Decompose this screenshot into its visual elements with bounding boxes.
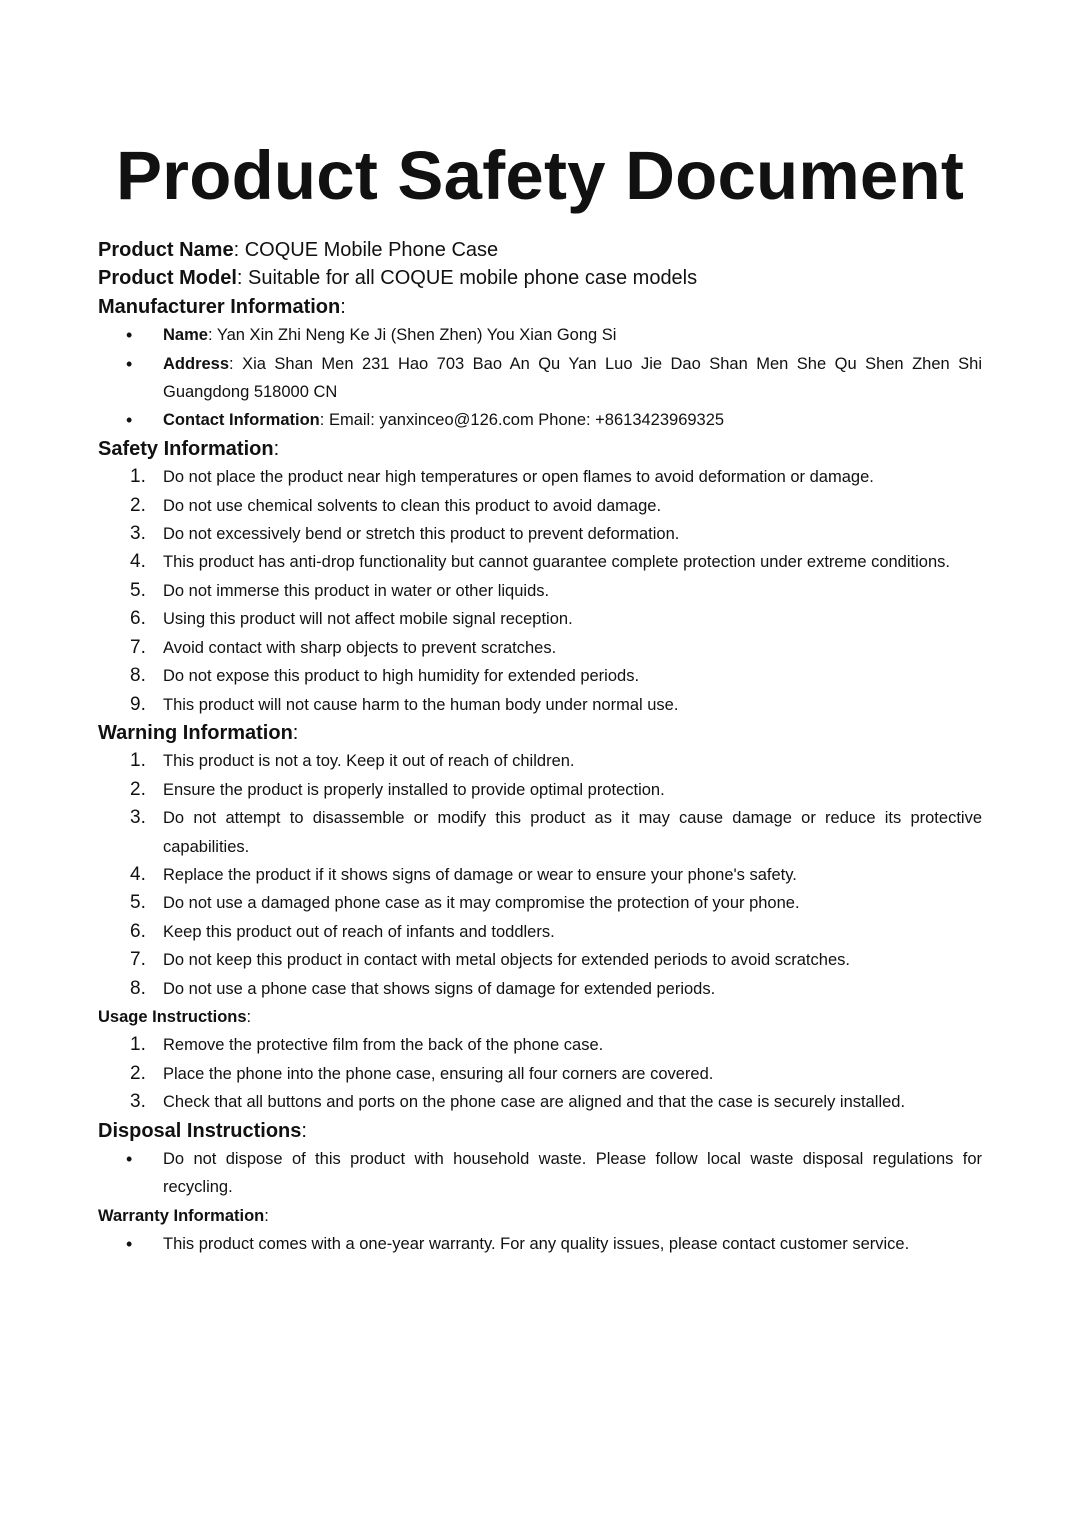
usage-heading-text: Usage Instructions <box>98 1007 247 1026</box>
manufacturer-heading <box>98 293 982 321</box>
bullet-icon: • <box>126 1149 133 1169</box>
safety-item-text: This product has anti-drop functionality but cannot guarantee complete protection under extreme conditions. <box>163 553 950 572</box>
warning-heading <box>98 719 982 747</box>
usage-item-text: Remove the protective film from the back of the phone case. <box>163 1036 604 1055</box>
list-number: 7. <box>130 949 146 971</box>
colon: : <box>207 326 213 345</box>
warning-item-text: This product is not a toy. Keep it out of reach of children. <box>163 752 575 771</box>
product-name-line <box>98 236 982 264</box>
list-item <box>98 577 982 605</box>
list-item <box>98 691 982 719</box>
list-number: 5. <box>130 892 146 914</box>
bullet-icon: • <box>126 410 133 431</box>
product-model-line <box>98 264 982 292</box>
safety-heading-text: Safety Information <box>98 437 274 460</box>
bullet-icon: • <box>126 1234 133 1255</box>
list-number: 4. <box>130 551 146 573</box>
usage-item-text: Place the phone into the phone case, ensuring all four corners are covered. <box>163 1064 714 1083</box>
list-item <box>98 918 982 946</box>
list-item <box>98 548 982 576</box>
safety-item-text: Avoid contact with sharp objects to prevent scratches. <box>163 638 557 657</box>
warning-item-text: Do not use a phone case that shows signs of damage for extended periods. <box>163 979 716 998</box>
manufacturer-contact-label: Contact Information <box>163 411 320 430</box>
warning-list <box>98 747 982 1003</box>
list-number: 2. <box>130 1062 146 1084</box>
colon: : <box>301 1119 307 1142</box>
document-content <box>98 236 982 1259</box>
safety-heading <box>98 435 982 463</box>
manufacturer-contact-value: Email: yanxinceo@126.com Phone: +8613423969325 <box>328 411 725 430</box>
list-number: 2. <box>130 494 146 516</box>
safety-item-text: Using this product will not affect mobile signal reception. <box>163 610 573 629</box>
list-item <box>98 861 982 889</box>
list-item <box>98 634 982 662</box>
list-number: 5. <box>130 579 146 601</box>
list-number: 1. <box>130 750 146 772</box>
safety-item-text: Do not use chemical solvents to clean this product to avoid damage. <box>163 496 662 515</box>
list-item <box>98 975 982 1003</box>
warranty-heading-text: Warranty Information <box>98 1206 265 1225</box>
warning-item-text: Do not attempt to disassemble or modify this product as it may cause damage or reduce its protective capabilities. <box>163 809 982 856</box>
colon: : <box>236 267 243 290</box>
manufacturer-list <box>98 321 982 435</box>
list-number: 3. <box>130 807 146 829</box>
safety-list <box>98 463 982 719</box>
manufacturer-name-label: Name <box>163 326 208 345</box>
list-number: 6. <box>130 920 146 942</box>
bullet-icon: • <box>126 353 133 374</box>
manufacturer-address-label: Address <box>163 354 230 373</box>
colon: : <box>292 721 299 744</box>
list-item <box>98 350 982 407</box>
colon: : <box>264 1206 269 1225</box>
list-number: 1. <box>130 466 146 488</box>
colon: : <box>273 437 280 460</box>
list-item <box>98 776 982 804</box>
list-item <box>98 1060 982 1088</box>
warning-heading-text: Warning Information <box>98 721 293 744</box>
bullet-icon: • <box>126 325 133 346</box>
list-item <box>98 662 982 690</box>
list-number: 9. <box>130 693 146 715</box>
colon: : <box>246 1007 252 1026</box>
list-item <box>98 1031 982 1059</box>
warning-item-text: Keep this product out of reach of infants and toddlers. <box>163 922 555 941</box>
list-item <box>98 889 982 917</box>
list-number: 8. <box>130 665 146 687</box>
warning-item-text: Replace the product if it shows signs of damage or wear to ensure your phone's safety. <box>163 865 797 884</box>
list-number: 4. <box>130 863 146 885</box>
product-name-label: Product Name <box>98 239 234 261</box>
disposal-heading-text: Disposal Instructions <box>98 1119 302 1142</box>
warning-item-text: Ensure the product is properly installed to provide optimal protection. <box>163 780 665 799</box>
list-item <box>98 321 982 349</box>
safety-item-text: This product will not cause harm to the human body under normal use. <box>163 695 679 714</box>
product-model-label: Product Model <box>98 267 237 290</box>
warranty-list <box>98 1230 982 1258</box>
disposal-item-text: Do not dispose of this product with household waste. Please follow local waste disposal regulations for recycling. <box>163 1150 982 1197</box>
colon: : <box>233 239 240 261</box>
safety-item-text: Do not excessively bend or stretch this product to prevent deformation. <box>163 525 680 544</box>
list-number: 8. <box>130 977 146 999</box>
list-item <box>98 1145 982 1202</box>
manufacturer-heading-text: Manufacturer Information <box>98 295 341 318</box>
list-item <box>98 1230 982 1258</box>
product-model-value: Suitable for all COQUE mobile phone case models <box>248 267 698 290</box>
colon: : <box>229 354 234 373</box>
list-item <box>98 520 982 548</box>
manufacturer-address-value: Xia Shan Men 231 Hao 703 Bao An Qu Yan Luo Jie Dao Shan Men She Qu Shen Zhen Shi Guangdong 518000 CN <box>163 354 982 402</box>
list-number: 1. <box>130 1034 146 1056</box>
warranty-heading <box>98 1202 982 1230</box>
safety-item-text: Do not immerse this product in water or other liquids. <box>163 581 550 600</box>
list-number: 2. <box>130 778 146 800</box>
product-name-value: COQUE Mobile Phone Case <box>244 239 499 261</box>
disposal-heading <box>98 1117 982 1145</box>
list-item <box>98 406 982 434</box>
list-item <box>98 804 982 861</box>
warning-item-text: Do not use a damaged phone case as it may compromise the protection of your phone. <box>163 894 800 913</box>
list-number: 6. <box>130 608 146 630</box>
manufacturer-name-value: Yan Xin Zhi Neng Ke Ji (Shen Zhen) You Xian Gong Si <box>216 326 617 345</box>
list-item <box>98 492 982 520</box>
document-title: Product Safety Document <box>115 137 965 214</box>
safety-item-text: Do not expose this product to high humidity for extended periods. <box>163 667 640 686</box>
list-item <box>98 946 982 974</box>
safety-item-text: Do not place the product near high temperatures or open flames to avoid deformation or damage. <box>163 468 874 487</box>
usage-list <box>98 1031 982 1116</box>
list-item <box>98 463 982 491</box>
warning-item-text: Do not keep this product in contact with metal objects for extended periods to avoid scratches. <box>163 951 850 970</box>
usage-item-text: Check that all buttons and ports on the phone case are aligned and that the case is securely installed. <box>163 1093 906 1112</box>
warranty-item-text: This product comes with a one-year warranty. For any quality issues, please contact customer service. <box>163 1235 910 1254</box>
usage-heading <box>98 1003 982 1031</box>
list-number: 3. <box>130 523 146 545</box>
list-number: 7. <box>130 636 146 658</box>
list-item <box>98 1088 982 1116</box>
disposal-list <box>98 1145 982 1202</box>
colon: : <box>340 295 346 318</box>
list-item <box>98 605 982 633</box>
colon: : <box>319 411 325 430</box>
list-item <box>98 747 982 775</box>
list-number: 3. <box>130 1091 146 1113</box>
